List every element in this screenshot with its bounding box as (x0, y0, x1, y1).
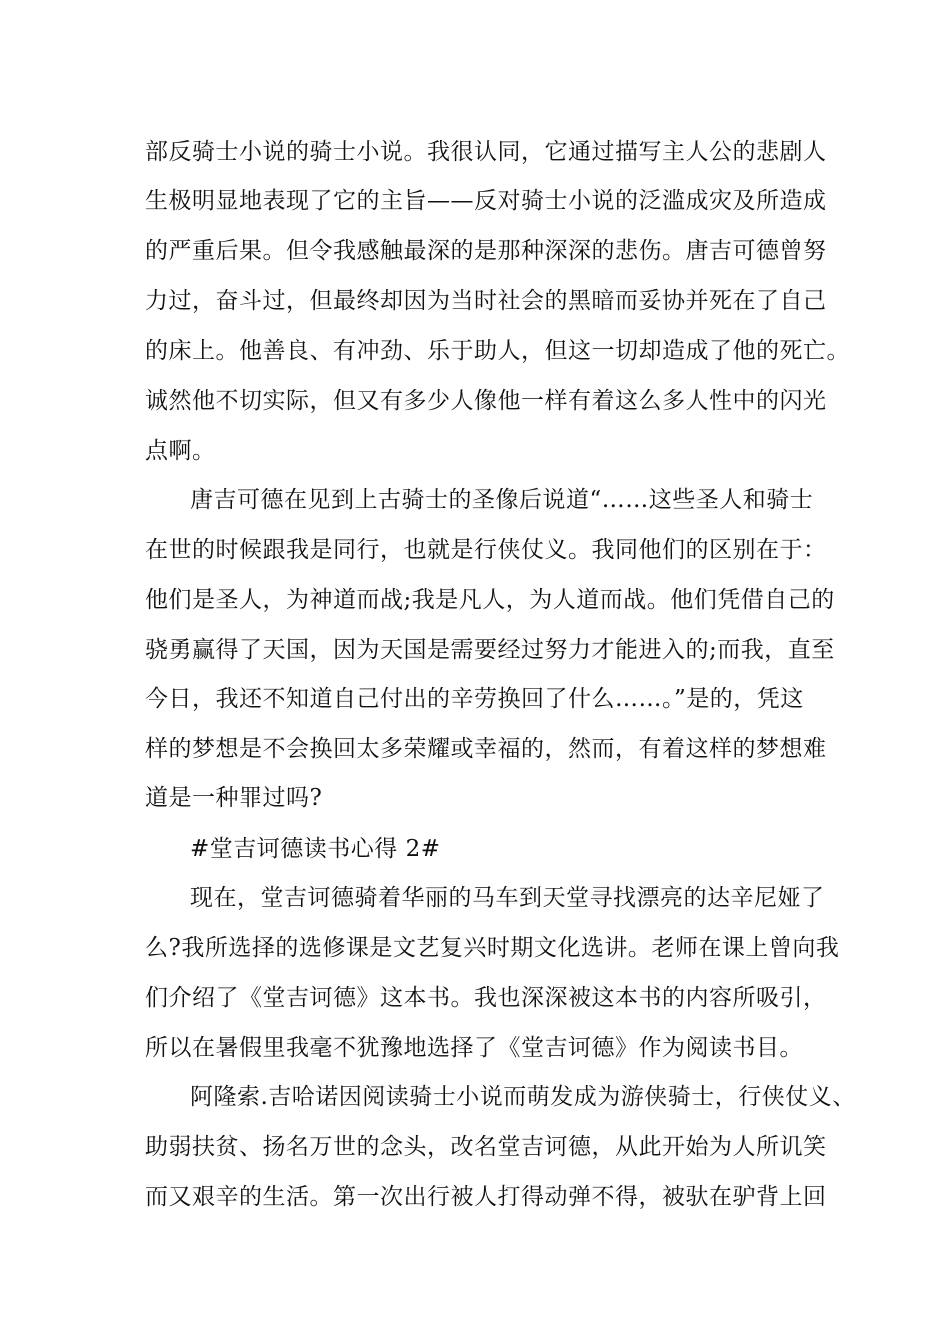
text-line: 而又艰辛的生活。第一次出行被人打得动弹不得，被驮在驴背上回 (145, 1184, 827, 1210)
text-line: 在世的时候跟我是同行，也就是行侠仗义。我同他们的区别在于： (145, 537, 827, 563)
text-line: 样的梦想是不会换回太多荣耀或幸福的，然而，有着这样的梦想难 (145, 736, 827, 762)
text-line: 的床上。他善良、有冲劲、乐于助人，但这一切却造成了他的死亡。 (145, 338, 850, 364)
text-line: 今日，我还不知道自己付出的辛劳换回了什么……。”是的，凭这 (145, 686, 804, 712)
text-line: 骁勇赢得了天国，因为天国是需要经过努力才能进入的;而我，直至 (145, 637, 835, 663)
text-line: 所以在暑假里我毫不犹豫地选择了《堂吉诃德》作为阅读书目。 (145, 1035, 803, 1061)
paragraph-first-line: 现在，堂吉诃德骑着华丽的马车到天堂寻找漂亮的达辛尼娅了 (190, 885, 825, 911)
text-line: 们介绍了《堂吉诃德》这本书。我也深深被这本书的内容所吸引， (145, 985, 827, 1011)
text-line: 他们是圣人，为神道而战;我是凡人，为人道而战。他们凭借自己的 (145, 587, 835, 613)
paragraph-first-line: 唐吉可德在见到上古骑士的圣像后说道“……这些圣人和骑士 (190, 487, 814, 513)
text-line: 助弱扶贫、扬名万世的念头，改名堂吉诃德，从此开始为人所讥笑 (145, 1134, 827, 1160)
text-line: 道是一种罪过吗? (145, 785, 323, 811)
text-line: 力过，奋斗过，但最终却因为当时社会的黑暗而妥协并死在了自己 (145, 288, 827, 314)
section-heading: #堂吉诃德读书心得 2# (190, 836, 441, 862)
text-line: 么?我所选择的选修课是文艺复兴时期文化选讲。老师在课上曾向我 (145, 935, 840, 961)
text-line: 点啊。 (145, 438, 216, 464)
paragraph-first-line: 阿隆索.吉哈诺因阅读骑士小说而萌发成为游侠骑士，行侠仗义、 (190, 1084, 856, 1110)
text-line: 部反骑士小说的骑士小说。我很认同，它通过描写主人公的悲剧人 (145, 139, 827, 165)
text-line: 的严重后果。但令我感触最深的是那种深深的悲伤。唐吉可德曾努 (145, 238, 827, 264)
text-line: 诚然他不切实际，但又有多少人像他一样有着这么多人性中的闪光 (145, 388, 827, 414)
text-line: 生极明显地表现了它的主旨——反对骑士小说的泛滥成灾及所造成 (145, 188, 827, 214)
